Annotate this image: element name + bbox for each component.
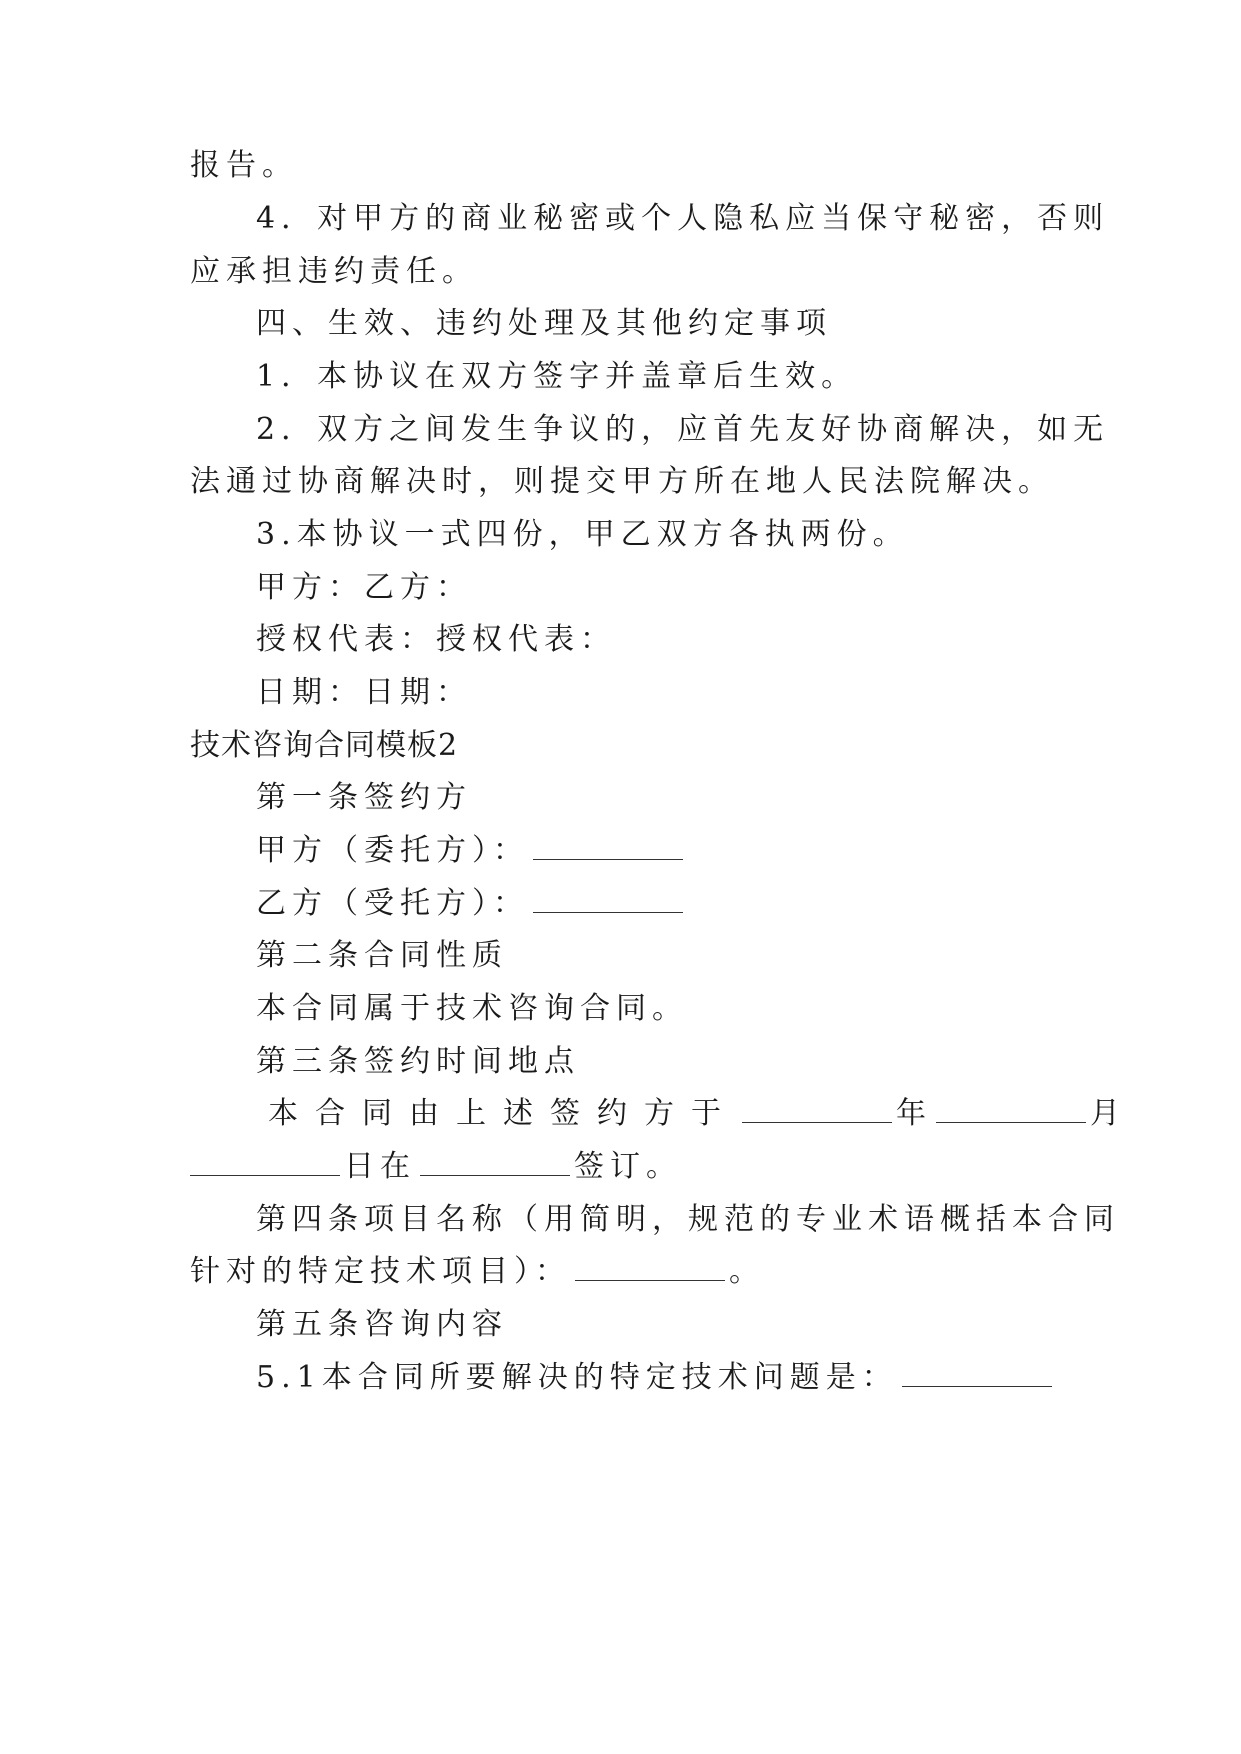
- party-b-blank[interactable]: [533, 886, 683, 913]
- technical-problem-blank[interactable]: [902, 1360, 1052, 1387]
- party-b-label: 乙方（受托方）：: [256, 886, 529, 921]
- signature-parties: 甲方：乙方：: [256, 570, 472, 605]
- party-a-line: [256, 831, 687, 871]
- article-4-prefix: 针对的特定技术项目）：: [190, 1254, 571, 1289]
- article-5-1: [256, 1358, 1056, 1398]
- signature-representatives: 授权代表：授权代表：: [256, 622, 616, 657]
- party-a-blank[interactable]: [533, 833, 683, 860]
- article-5-heading: 第五条咨询内容: [256, 1307, 508, 1342]
- month-label: 月: [1090, 1096, 1126, 1131]
- article-4-line-1: 第四条项目名称（用简明，规范的专业术语概括本合同: [256, 1202, 1120, 1237]
- article-4-suffix: 。: [729, 1254, 765, 1289]
- article-4-line-2: [190, 1252, 765, 1292]
- article-5-1-label: 5.1本合同所要解决的特定技术问题是：: [256, 1360, 898, 1395]
- clause-4-line-2: 应承担违约责任。: [190, 254, 478, 289]
- project-name-blank[interactable]: [575, 1254, 725, 1281]
- article-3-prefix: 本合同由上述签约方于: [268, 1096, 738, 1131]
- item-3: 3.本协议一式四份，甲乙双方各执两份。: [256, 517, 909, 552]
- paragraph-tail: 报告。: [190, 148, 298, 183]
- year-label: 年: [896, 1096, 932, 1131]
- section-4-heading: 四、生效、违约处理及其他约定事项: [256, 306, 832, 341]
- party-a-label: 甲方（委托方）：: [256, 833, 529, 868]
- article-3-line-2: [186, 1147, 682, 1187]
- template-2-title: 技术咨询合同模板2: [190, 728, 459, 763]
- article-1-heading: 第一条签约方: [256, 780, 472, 815]
- item-1: 1．本协议在双方签字并盖章后生效。: [256, 359, 858, 394]
- article-2-body: 本合同属于技术咨询合同。: [256, 991, 688, 1026]
- article-3-line-1: [268, 1094, 1126, 1134]
- clause-4-line-1: 4．对甲方的商业秘密或个人隐私应当保守秘密，否则: [256, 201, 1110, 236]
- item-2-line-1: 2．双方之间发生争议的，应首先友好协商解决，如无: [256, 412, 1110, 447]
- party-b-line: [256, 884, 687, 924]
- signature-dates: 日期：日期：: [256, 675, 472, 710]
- article-3-heading: 第三条签约时间地点: [256, 1044, 580, 1079]
- day-blank[interactable]: [190, 1149, 340, 1176]
- signed-label: 签订。: [574, 1149, 682, 1184]
- month-blank[interactable]: [936, 1096, 1086, 1123]
- article-2-heading: 第二条合同性质: [256, 938, 508, 973]
- year-blank[interactable]: [742, 1096, 892, 1123]
- day-at-label: 日在: [344, 1149, 416, 1184]
- place-blank[interactable]: [420, 1149, 570, 1176]
- item-2-line-2: 法通过协商解决时，则提交甲方所在地人民法院解决。: [190, 464, 1054, 499]
